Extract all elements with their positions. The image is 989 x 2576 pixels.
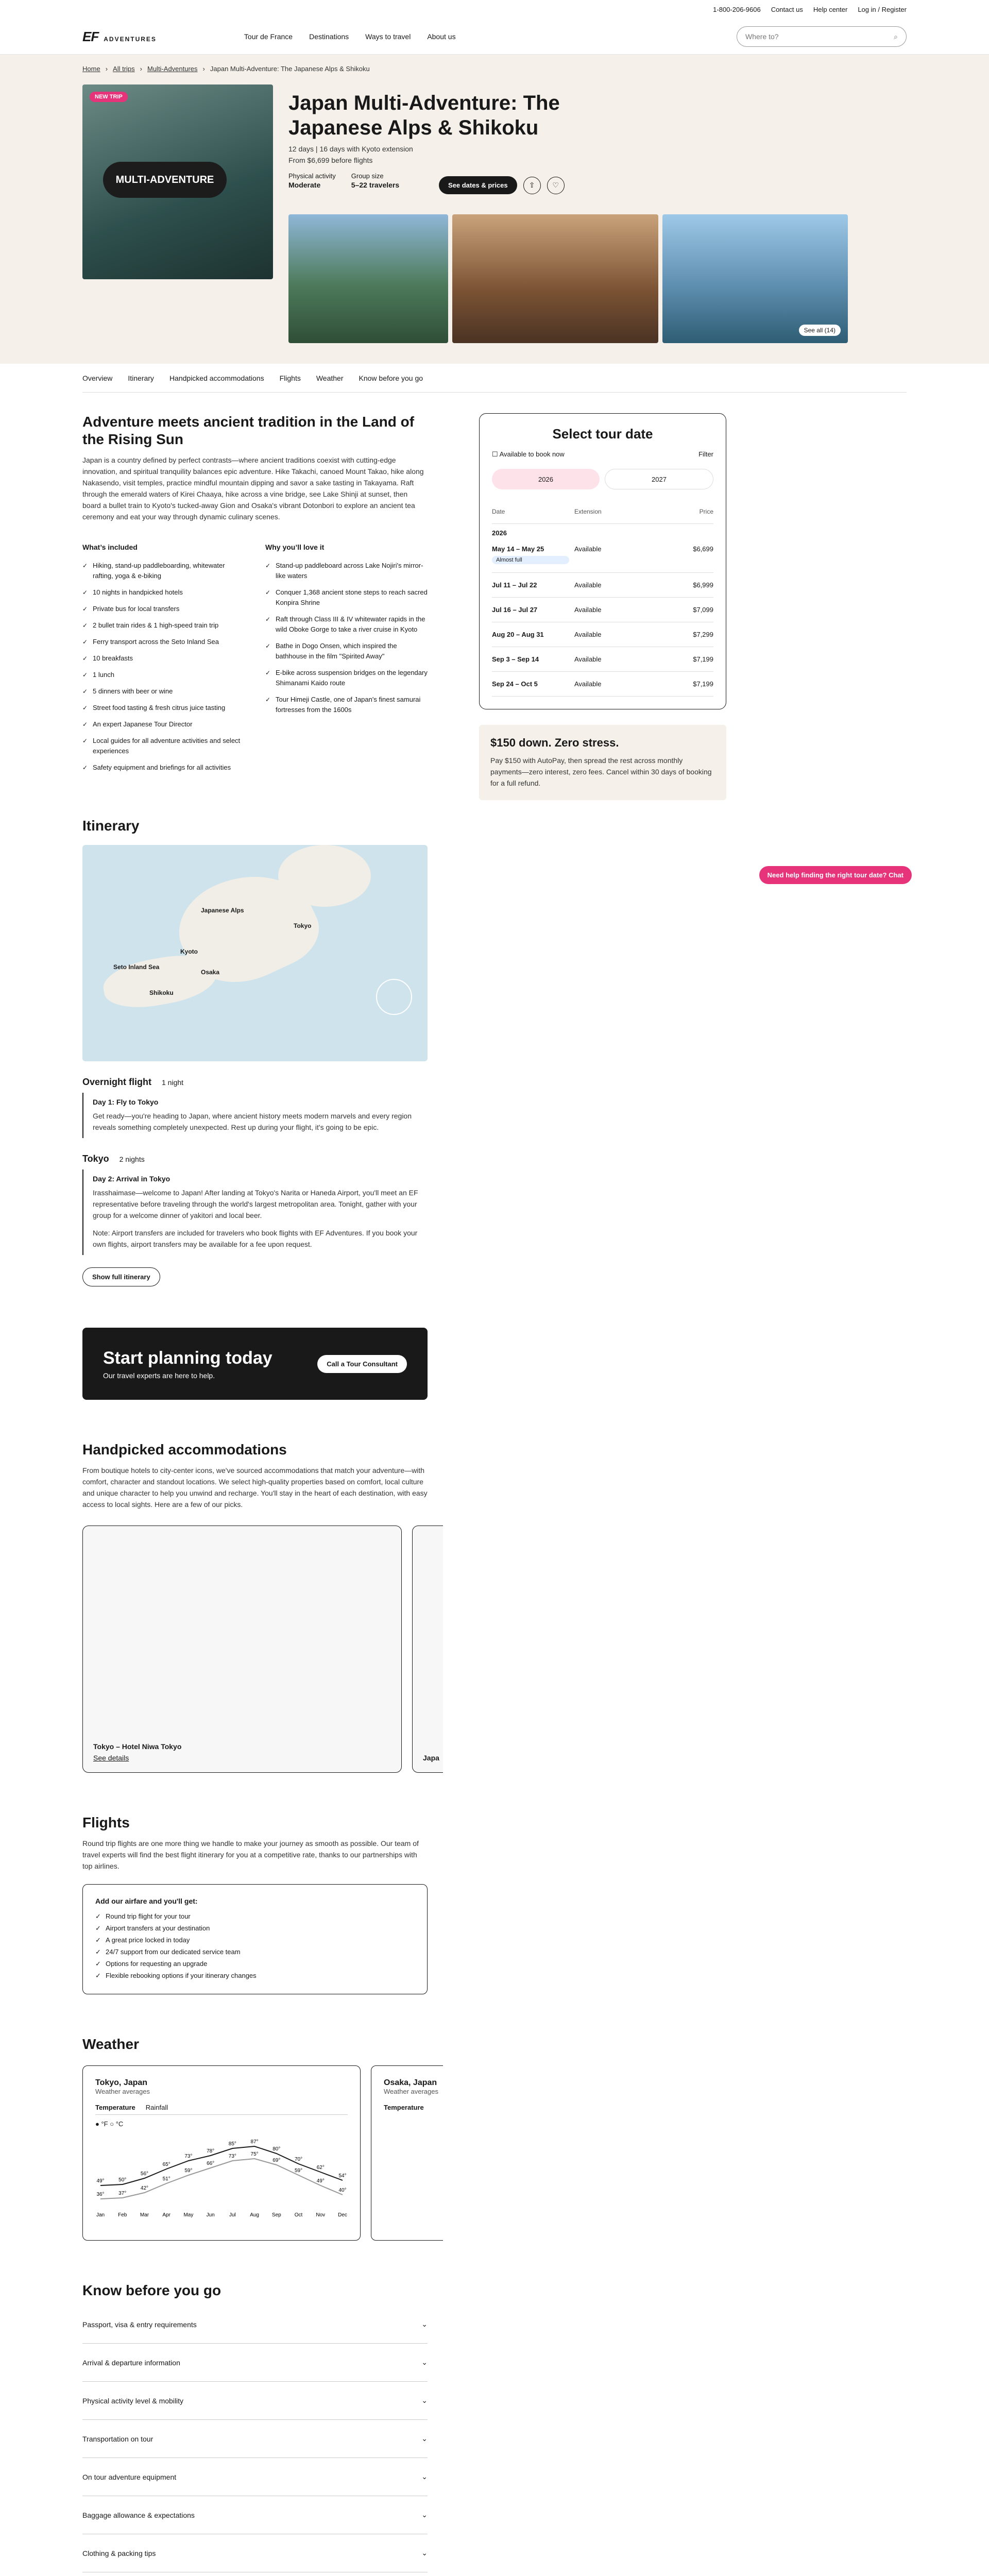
month-label: Nov bbox=[316, 2212, 326, 2218]
month-label: Mar bbox=[140, 2212, 149, 2218]
temp-label: 49° bbox=[316, 2178, 325, 2184]
tab-overview[interactable]: Overview bbox=[82, 374, 113, 382]
list-item: ✓ Local guides for all adventure activities and select experiences bbox=[82, 733, 245, 759]
know-section: Know before you go Passport, visa & entry requirements ⌄ Arrival & departure information ⌄ Physical activity level & mobility ⌄ Transportation on tour ⌄ On tour adventure equipment ⌄ Baggage allowance & expectations ⌄ Clothing & packing tips ⌄ bbox=[82, 2282, 428, 2576]
flights-section: Flights Round trip flights are one more thing we handle to make your journey as smooth as possible. Our team of travel experts will find the best flight itinerary for you at a competitive rate, thanks to our partnerships with top airlines. Add our airfare and you'll get: ✓ Round trip flight for your tour ✓ Airport transfers at your destination ✓ A great price locked in today ✓ 24/7 support from our dedicated service team ✓ Options for requesting an upgrade ✓ Flexible rebooking options if your itinerary changes bbox=[82, 1814, 428, 1994]
list-item: ✓ A great price locked in today bbox=[95, 1934, 415, 1946]
month-label: Jan bbox=[96, 2212, 105, 2218]
accordion-item[interactable]: Baggage allowance & expectations ⌄ bbox=[82, 2496, 428, 2534]
list-item: ✓ Ferry transport across the Seto Inland Sea bbox=[82, 634, 245, 650]
login-link[interactable]: Log in / Register bbox=[858, 5, 907, 13]
tab-accommodations[interactable]: Handpicked accommodations bbox=[169, 374, 264, 382]
list-item: ✓ Tour Himeji Castle, one of Japan's finest samurai fortresses from the 1600s bbox=[265, 691, 428, 718]
breadcrumb: Home › All trips › Multi-Adventures › Japan Multi-Adventure: The Japanese Alps & Shikoku bbox=[82, 65, 370, 73]
map-label: Tokyo bbox=[294, 922, 312, 929]
nav-item[interactable]: About us bbox=[427, 32, 456, 41]
list-item: ✓ Airport transfers at your destination bbox=[95, 1922, 415, 1934]
filter-button[interactable]: Filter bbox=[698, 450, 713, 458]
map-label: Osaka bbox=[201, 969, 220, 976]
love-list: Why you’ll love it ✓ Stand-up paddleboard across Lake Nojiri's mirror-like waters ✓ Conquer 1,368 ancient stone steps to reach sacred Konpira Shrine ✓ Raft through Class III & IV whitewater rapids in the wild Oboke Gorge to take a river cruise in Kyoto ✓ Bathe in Dogo Onsen, which inspired the bathhouse in the film "Spirited Away" ✓ E-bike across suspension bridges on the legendary Shimanami Kaido route ✓ Tour Himeji Castle, one of Japan's finest samurai fortresses from the 1600s bbox=[265, 543, 428, 776]
tour-date-selector: Select tour date ☐ Available to book now Filter 2026 2027 Date Extension Price 2026 May 14 – May 25Almost full Available $6,699 Jul 11 – Jul 22 Available $6,999 Jul 16 – Jul 27 Available $7,099 Aug 20 – Aug 31 Available $7,299 Sep 3 – Sep 14 Available $7,199 Sep 24 – Oct 5 Available $7,199 bbox=[479, 413, 726, 709]
temp-label: 65° bbox=[162, 2162, 170, 2167]
temp-label: 70° bbox=[294, 2157, 303, 2162]
temp-line-highs bbox=[100, 2146, 343, 2185]
month-label: Sep bbox=[271, 2212, 281, 2218]
list-item: ✓ Safety equipment and briefings for all activities bbox=[82, 759, 245, 776]
chevron-down-icon: ⌄ bbox=[421, 2358, 428, 2366]
available-toggle[interactable]: ☐ Available to book now bbox=[492, 450, 565, 458]
tab-know[interactable]: Know before you go bbox=[359, 374, 423, 382]
accordion-item[interactable]: Physical activity level & mobility ⌄ bbox=[82, 2382, 428, 2420]
month-label: Oct bbox=[294, 2212, 303, 2218]
map-zoom-circle bbox=[376, 979, 412, 1015]
search-icon: ⌕ bbox=[894, 32, 898, 41]
planning-banner: Start planning today Our travel experts are here to help. Call a Tour Consultant bbox=[82, 1328, 428, 1400]
help-chat-chip[interactable]: Need help finding the right tour date? Chat bbox=[759, 866, 912, 884]
gallery-image[interactable] bbox=[662, 214, 848, 343]
list-item: ✓ Street food tasting & fresh citrus juice tasting bbox=[82, 700, 245, 716]
main-nav bbox=[244, 32, 456, 41]
tour-date-row[interactable]: Sep 24 – Oct 5 Available $7,199 bbox=[492, 672, 713, 697]
temp-label: 56° bbox=[140, 2171, 149, 2177]
nav-item[interactable]: Ways to travel bbox=[365, 32, 411, 41]
accordion-item[interactable]: Transportation on tour ⌄ bbox=[82, 2420, 428, 2458]
temp-line-lows bbox=[100, 2159, 343, 2199]
tab-weather[interactable]: Weather bbox=[316, 374, 344, 382]
itinerary-map[interactable] bbox=[82, 845, 428, 1061]
chevron-down-icon: ⌄ bbox=[421, 2511, 428, 2519]
chevron-down-icon: ⌄ bbox=[421, 2434, 428, 2443]
temp-label: 80° bbox=[272, 2146, 281, 2152]
temp-label: 66° bbox=[207, 2161, 215, 2166]
site-header bbox=[0, 19, 989, 55]
temp-label: 42° bbox=[140, 2185, 149, 2191]
help-link[interactable]: Help center bbox=[813, 5, 848, 13]
hotel-card[interactable]: Japa bbox=[412, 1526, 443, 1773]
tour-date-row[interactable]: Jul 16 – Jul 27 Available $7,099 bbox=[492, 598, 713, 622]
itinerary-section: Itinerary Japanese Alps Kyoto Osaka Seto Inland Sea Shikoku Tokyo Overnight flight 1 night Day 1: Fly to Tokyo Get ready—you're heading to Japan, where ancient history meets modern marvels and every region reveals something completely unexpected. Rest up during your flight, it's going to be epic. Tokyo 2 nights Day 2: Arrival in Tokyo Irasshaimase—welcome to Japan! After landing at Tokyo's Narita or Haneda Airport, you'll meet an EF representative before traveling through the world's largest metropolitan area. Tonight, gather with your group for a welcome dinner of yakitori and local beer. Note: Airport transfers are included for travelers who book flights with EF Adventures. If you book your own flights, airport transfers may be available for a fee upon request. Show full itinerary bbox=[82, 817, 428, 1286]
temp-label: 85° bbox=[228, 2141, 236, 2147]
temp-label: 36° bbox=[96, 2192, 105, 2197]
month-label: Feb bbox=[118, 2212, 127, 2218]
phone-link[interactable]: 1-800-206-9606 bbox=[713, 5, 761, 13]
accordion-item[interactable]: Arrival & departure information ⌄ bbox=[82, 2344, 428, 2382]
list-item: ✓ 24/7 support from our dedicated service team bbox=[95, 1946, 415, 1958]
temp-label: 69° bbox=[272, 2158, 281, 2163]
weather-card: Tokyo, Japan Weather averages Temperature Rainfall ● °F ○ °C 49° 50° 56° 65° 73° 78° 85° 87° 80° 70° 62° 54° 36° 37° 42° 51° 59° 66° 73° 75° 69° 59° 49° 40° Jan Feb Mar Apr May Jun Jul Aug Sep Oct Nov Dec bbox=[82, 2065, 361, 2241]
temp-label: 75° bbox=[250, 2151, 259, 2157]
hotel-card[interactable]: Tokyo – Hotel Niwa Tokyo See details bbox=[82, 1526, 402, 1773]
share-icon[interactable]: ⇪ bbox=[523, 177, 541, 194]
accordion-item[interactable]: Passport, visa & entry requirements ⌄ bbox=[82, 2306, 428, 2344]
page-title: Japan Multi-Adventure: The Japanese Alps & Shikoku bbox=[288, 92, 560, 139]
trip-stats: Physical activity Moderate Group size 5–22 travelers bbox=[288, 172, 400, 189]
payment-promo: $150 down. Zero stress. Pay $150 with AutoPay, then spread the rest across monthly payments—zero interest, zero fees. Cancel within 30 days of booking for a full refund. bbox=[479, 725, 726, 800]
day-title: Tokyo bbox=[82, 1154, 109, 1164]
show-full-itinerary-button[interactable]: Show full itinerary bbox=[82, 1267, 160, 1286]
temp-label: 62° bbox=[316, 2165, 325, 2171]
top-utility-bar bbox=[0, 0, 989, 19]
accommodations-section: Handpicked accommodations From boutique hotels to city-center icons, we've sourced accommodations that match your adventure—with comfort, character and standout locations. We select high-quality properties based on comfort, local culture and unique character to help you unwind and recharge. You'll stay in the heart of each destination, with easy access to local sights. Here are a few of our picks. Tokyo – Hotel Niwa Tokyo See details Japa bbox=[82, 1441, 428, 1773]
temp-label: 87° bbox=[250, 2139, 259, 2145]
temp-label: 40° bbox=[338, 2188, 347, 2193]
temp-label: 78° bbox=[207, 2148, 215, 2154]
temp-label: 54° bbox=[338, 2173, 347, 2179]
list-item: ✓ 2 bullet train rides & 1 high-speed train trip bbox=[82, 617, 245, 634]
tour-date-row[interactable]: May 14 – May 25Almost full Available $6,699 bbox=[492, 537, 713, 573]
temp-label: 50° bbox=[118, 2177, 127, 2183]
list-item: ✓ Private bus for local transfers bbox=[82, 601, 245, 617]
list-item: ✓ Flexible rebooking options if your itinerary changes bbox=[95, 1970, 415, 1981]
included-list: What’s included ✓ Hiking, stand-up paddleboarding, whitewater rafting, yoga & e-biking ✓ 10 nights in handpicked hotels ✓ Private bus for local transfers ✓ 2 bullet train rides & 1 high-speed train trip ✓ Ferry transport across the Seto Inland Sea ✓ 10 breakfasts ✓ 1 lunch ✓ 5 dinners with beer or wine ✓ Street food tasting & fresh citrus juice tasting ✓ An expert Japanese Tour Director ✓ Local guides for all adventure activities and select experiences ✓ Safety equipment and briefings for all activities bbox=[82, 543, 245, 776]
list-item: ✓ Options for requesting an upgrade bbox=[95, 1958, 415, 1970]
month-label: Jun bbox=[206, 2212, 215, 2218]
list-item: ✓ An expert Japanese Tour Director bbox=[82, 716, 245, 733]
gallery-image[interactable] bbox=[288, 214, 448, 343]
map-label: Shikoku bbox=[149, 989, 174, 996]
see-all-photos[interactable]: See all (14) bbox=[799, 325, 841, 336]
contact-link[interactable]: Contact us bbox=[771, 5, 803, 13]
call-consultant-button[interactable]: Call a Tour Consultant bbox=[317, 1355, 407, 1373]
month-label: Jul bbox=[229, 2212, 236, 2218]
accordion-item[interactable]: Clothing & packing tips ⌄ bbox=[82, 2534, 428, 2572]
logo[interactable]: EF ADVENTURES bbox=[82, 28, 157, 44]
temp-label: 49° bbox=[96, 2178, 105, 2184]
month-label: May bbox=[183, 2212, 194, 2218]
temp-label: 51° bbox=[162, 2176, 170, 2182]
tab-itinerary[interactable]: Itinerary bbox=[128, 374, 154, 382]
hero-image[interactable] bbox=[82, 84, 273, 279]
chevron-down-icon: ⌄ bbox=[421, 2320, 428, 2328]
tab-flights[interactable]: Flights bbox=[279, 374, 301, 382]
list-item: ✓ 1 lunch bbox=[82, 667, 245, 683]
list-item: ✓ 5 dinners with beer or wine bbox=[82, 683, 245, 700]
accordion-item[interactable]: On tour adventure equipment ⌄ bbox=[82, 2458, 428, 2496]
year-tab[interactable]: 2026 bbox=[492, 469, 600, 489]
flight-benefits: Add our airfare and you'll get: ✓ Round trip flight for your tour ✓ Airport transfers at your destination ✓ A great price locked in today ✓ 24/7 support from our dedicated service team ✓ Options for requesting an upgrade ✓ Flexible rebooking options if your itinerary changes bbox=[82, 1884, 428, 1994]
temp-label: 59° bbox=[294, 2168, 303, 2174]
status-badge: Almost full bbox=[492, 556, 569, 564]
chevron-down-icon: ⌄ bbox=[421, 2549, 428, 2557]
trip-meta: 12 days | 16 days with Kyoto extension From $6,699 before flights bbox=[288, 145, 413, 164]
month-label: Aug bbox=[250, 2212, 259, 2218]
chevron-down-icon: ⌄ bbox=[421, 2396, 428, 2404]
map-label: Japanese Alps bbox=[201, 907, 244, 914]
hero-gallery bbox=[288, 214, 848, 343]
gallery-image[interactable] bbox=[452, 214, 658, 343]
list-item: ✓ Raft through Class III & IV whitewater rapids in the wild Oboke Gorge to take a river cruise in Kyoto bbox=[265, 611, 428, 638]
month-label: Dec bbox=[338, 2212, 347, 2218]
accordion-item[interactable] bbox=[82, 2572, 428, 2576]
tour-date-row[interactable]: Aug 20 – Aug 31 Available $7,299 bbox=[492, 622, 713, 647]
list-item: ✓ Stand-up paddleboard across Lake Nojiri's mirror-like waters bbox=[265, 557, 428, 584]
map-label: Kyoto bbox=[180, 948, 198, 955]
temp-label: 73° bbox=[184, 2154, 193, 2159]
list-item: ✓ Bathe in Dogo Onsen, which inspired the bathhouse in the film "Spirited Away" bbox=[265, 638, 428, 665]
section-tabs bbox=[82, 364, 907, 393]
list-item: ✓ 10 breakfasts bbox=[82, 650, 245, 667]
month-label: Apr bbox=[162, 2212, 170, 2218]
day-heading: Day 2: Arrival in Tokyo bbox=[93, 1175, 170, 1183]
year-tab[interactable]: 2027 bbox=[605, 469, 713, 489]
list-item: ✓ Round trip flight for your tour bbox=[95, 1910, 415, 1922]
tab-temperature[interactable]: Temperature bbox=[95, 2104, 135, 2111]
multi-adventure-seal: MULTI-ADVENTURE bbox=[103, 162, 227, 198]
tab-rainfall[interactable]: Rainfall bbox=[145, 2104, 168, 2111]
temp-label: 59° bbox=[184, 2168, 193, 2174]
list-item: ✓ E-bike across suspension bridges on the legendary Shimanami Kaido route bbox=[265, 665, 428, 691]
day-title: Overnight flight bbox=[82, 1077, 151, 1087]
day-heading: Day 1: Fly to Tokyo bbox=[93, 1098, 159, 1106]
temp-label: 73° bbox=[228, 2154, 236, 2159]
see-dates-button[interactable]: See dates & prices bbox=[439, 176, 517, 194]
weather-section: Weather Tokyo, Japan Weather averages Temperature Rainfall ● °F ○ °C 49° 50° 56° 65° 73° 78° 85° 87° 80° 70° 62° 54° 36° 37° 42° 51° 59° 66° 73° 75° 69° 59° 49° 40° Jan Feb Mar Apr May Jun Jul Aug Sep Oct Nov Dec Osaka, Japan Weather averages Temperature bbox=[82, 2036, 428, 2241]
temp-label: 37° bbox=[118, 2191, 127, 2196]
list-item: ✓ 10 nights in handpicked hotels bbox=[82, 584, 245, 601]
new-trip-badge: NEW TRIP bbox=[90, 92, 128, 102]
weather-chart bbox=[95, 2128, 348, 2221]
heart-icon[interactable]: ♡ bbox=[547, 177, 565, 194]
chevron-down-icon: ⌄ bbox=[421, 2472, 428, 2481]
nav-item[interactable]: Destinations bbox=[309, 32, 349, 41]
search-input[interactable]: Where to? ⌕ bbox=[737, 26, 907, 47]
overview-title: Adventure meets ancient tradition in the Land of the Rising Sun bbox=[82, 414, 415, 447]
tour-date-row[interactable]: Jul 11 – Jul 22 Available $6,999 bbox=[492, 573, 713, 598]
list-item: ✓ Hiking, stand-up paddleboarding, whitewater rafting, yoga & e-biking bbox=[82, 557, 245, 584]
map-label: Seto Inland Sea bbox=[113, 963, 160, 971]
hero bbox=[0, 55, 989, 364]
list-item: ✓ Conquer 1,368 ancient stone steps to reach sacred Konpira Shrine bbox=[265, 584, 428, 611]
tour-date-row[interactable]: Sep 3 – Sep 14 Available $7,199 bbox=[492, 647, 713, 672]
nav-item[interactable]: Tour de France bbox=[244, 32, 293, 41]
weather-card: Osaka, Japan Weather averages Temperature bbox=[371, 2065, 443, 2241]
overview-body: Japan is a country defined by perfect contrasts—where ancient traditions coexist with cutting-edge innovation, and spiritual tranquility balances epic adventure. Hike Takachi, canoed Mount Takao, hike along Nakasendo, visit temples, practice mindful mountain dipping and savor a sake tasting in Takayama. Raft through the emerald waters of Kirei Chaaya, hike across a vine bridge, see Lake Shinji at sunset, then board a bullet train to Kyoto's tucked-away Gion and Osaka's vibrant Dotonbori to explore an ancient tea ceremony and eat your way through dynamic culinary scenes. bbox=[82, 456, 424, 521]
